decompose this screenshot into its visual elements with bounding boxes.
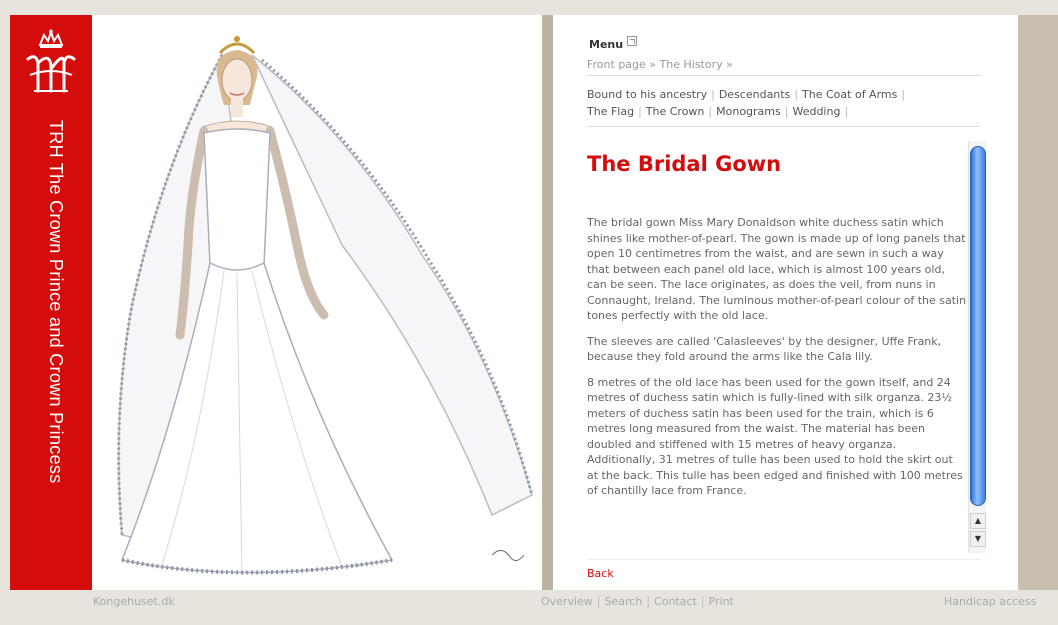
footer-separator: | <box>700 595 705 608</box>
footer-print-link[interactable]: Print <box>708 595 734 608</box>
expand-icon <box>627 36 637 46</box>
article-paragraph: The bridal gown Miss Mary Donaldson white duchess satin which shines like mother-of-pearl. The gown is made up of long panels that open 10 centimetres from the waist, and are sewn in such a way that between each panel old lace, which is almost 100 years old, can be seen. The lace originates, as does the veil, from nuns in Connaught, Ireland. The luminous mother-of-pearl colour of the satin tones perfectly with the old lace. <box>587 216 967 322</box>
footer-separator: | <box>646 595 651 608</box>
menu-toggle[interactable] <box>589 38 637 51</box>
menu-label: Menu <box>589 38 624 51</box>
subnav-separator: | <box>711 88 715 101</box>
footer-handicap-access-link[interactable]: Handicap access <box>944 595 1037 608</box>
footer-links <box>541 595 734 608</box>
royal-monogram-logo[interactable] <box>22 29 80 99</box>
breadcrumb-separator: » <box>726 58 733 71</box>
site-title: TRH The Crown Prince and Crown Princess <box>46 120 66 484</box>
article-scrollbar[interactable] <box>968 141 986 553</box>
scroll-up-icon[interactable]: ▲ <box>970 513 986 529</box>
divider <box>587 126 980 127</box>
breadcrumb <box>587 58 733 71</box>
subnav-separator: | <box>901 88 906 101</box>
article-title: The Bridal Gown <box>587 152 782 176</box>
breadcrumb-separator: » <box>649 58 657 71</box>
article-paragraph: 8 metres of the old lace has been used for the gown itself, and 24 metres of duchess satin which is fully-lined with silk organza. 23½ meters of duchess satin has been used for the train, which is 6 metres long measured from the waist. The material has been doubled and stiffened with 15 metres of heavy organza. Additionally, 31 metres of tulle has been used to hold the skirt out at the back. This tulle has been edged and finished with 100 metres of chantilly lace from France. <box>587 375 963 497</box>
content-panel <box>553 15 1018 590</box>
footer-overview-link[interactable]: Overview <box>541 595 593 608</box>
right-edge-bar <box>1018 15 1058 590</box>
subnav-separator: | <box>638 105 642 118</box>
subnav-separator: | <box>844 105 849 118</box>
panel-divider <box>542 15 553 590</box>
scroll-down-icon[interactable]: ▼ <box>970 531 986 547</box>
footer-site-link[interactable]: Kongehuset.dk <box>93 595 175 608</box>
divider <box>587 75 980 76</box>
breadcrumb-front-page[interactable]: Front page <box>587 58 646 71</box>
subnav-separator: | <box>784 105 789 118</box>
subnav-descendants[interactable]: Descendants <box>718 88 791 101</box>
subnav-coat-of-arms[interactable]: The Coat of Arms <box>802 88 898 101</box>
subnav-the-crown[interactable]: The Crown <box>645 105 705 118</box>
subnav-the-flag[interactable]: The Flag <box>587 105 635 118</box>
subnav-wedding[interactable]: Wedding <box>792 105 841 118</box>
brand-strip <box>10 15 92 590</box>
breadcrumb-the-history[interactable]: The History <box>659 58 723 71</box>
subnav-separator: | <box>794 88 799 101</box>
subnav-bound-to-his-ancestry[interactable]: Bound to his ancestry <box>587 88 708 101</box>
article-body <box>587 215 967 552</box>
back-link[interactable]: Back <box>587 567 614 580</box>
subnav-monograms[interactable]: Monograms <box>716 105 781 118</box>
bridal-gown-sketch <box>92 15 542 590</box>
footer-contact-link[interactable]: Contact <box>654 595 697 608</box>
subnav-separator: | <box>708 105 713 118</box>
article-paragraph: The sleeves are called 'Calasleeves' by the designer, Uffe Frank, because they fold around the arms like the Cala lily. <box>587 334 942 363</box>
divider <box>587 559 980 560</box>
scroll-thumb[interactable] <box>970 146 986 506</box>
bridal-gown-drawing <box>92 15 542 590</box>
footer-separator: | <box>596 595 601 608</box>
section-subnav <box>587 86 967 120</box>
footer-search-link[interactable]: Search <box>604 595 643 608</box>
